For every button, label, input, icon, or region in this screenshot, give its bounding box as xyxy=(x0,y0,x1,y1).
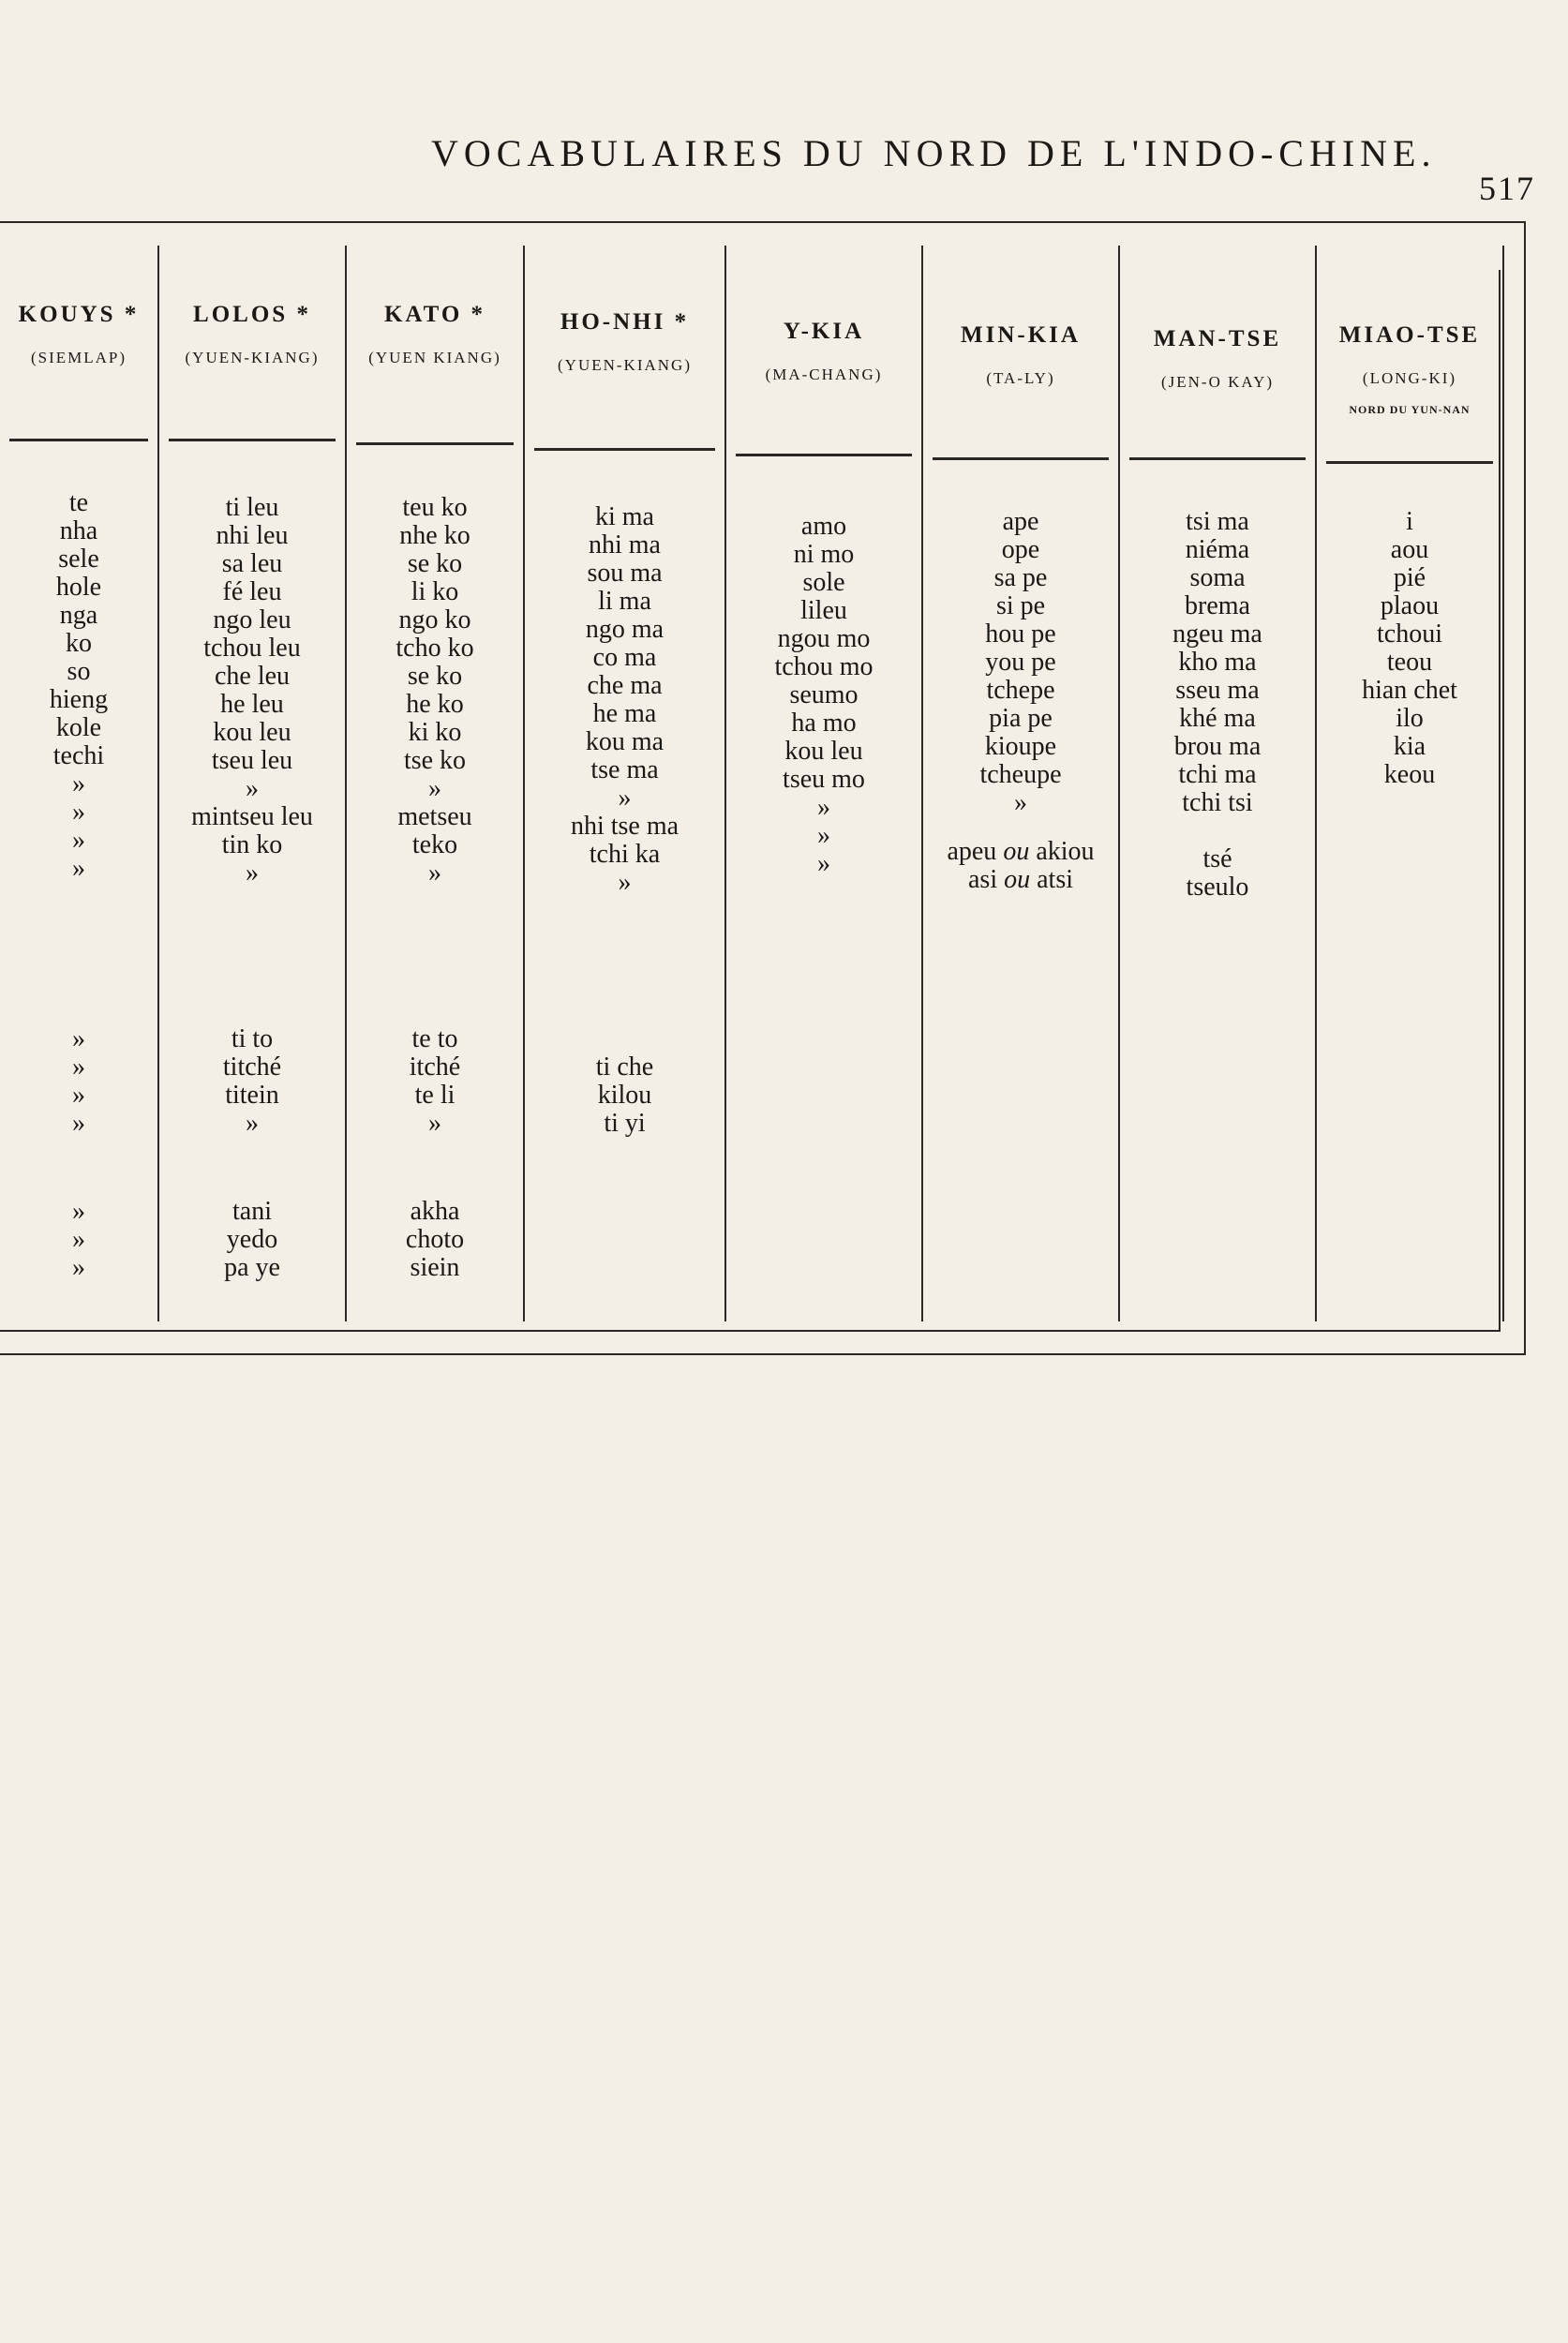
vocab-entry: ni mo xyxy=(793,540,855,569)
vocab-entry: ha mo xyxy=(791,709,857,738)
vocab-entry: li ma xyxy=(598,587,651,616)
language-name: HO-NHI * xyxy=(560,309,690,335)
vocab-entry: tse ma xyxy=(590,755,659,784)
vocab-entry: tchepe xyxy=(986,676,1055,705)
vocab-entry: sole xyxy=(802,568,845,597)
header-rule xyxy=(356,442,514,445)
language-name: LOLOS * xyxy=(193,302,311,327)
vocab-entry: tsé xyxy=(1202,844,1232,873)
vocab-entry: tchoui xyxy=(1377,619,1442,649)
vocab-entry: » xyxy=(817,849,830,878)
vocab-entry: ngo ma xyxy=(585,615,665,644)
vocab-entry: aou xyxy=(1390,535,1429,564)
language-column xyxy=(923,246,1120,1321)
vocab-entry: amo xyxy=(800,512,847,541)
vocab-entry: tani xyxy=(232,1197,272,1226)
vocab-entry: brema xyxy=(1185,591,1250,620)
vocab-entry: ko xyxy=(66,629,92,658)
vocab-entry: kilou xyxy=(597,1081,652,1110)
vocab-variant: akiou xyxy=(1036,837,1095,866)
language-place: (YUEN-KIANG) xyxy=(185,349,320,366)
vocab-entry: kole xyxy=(55,713,102,742)
vocab-entry: » xyxy=(618,868,632,897)
vocab-entry: ngo ko xyxy=(398,605,471,634)
header-rule xyxy=(9,439,148,441)
vocab-entry: se ko xyxy=(407,549,463,578)
language-name: MIAO-TSE xyxy=(1338,322,1481,348)
vocab-entry: kia xyxy=(1393,732,1426,761)
language-name: MIN-KIA xyxy=(961,322,1081,348)
vocab-entry: ki ko xyxy=(408,718,462,747)
vocab-entry: tse ko xyxy=(403,746,467,775)
vocab-entry: hole xyxy=(55,573,102,602)
vocab-entry: tsi ma xyxy=(1186,507,1249,536)
vocab-entry: mintseu leu xyxy=(191,802,313,831)
vocab-entry xyxy=(923,838,1118,866)
vocab-entry: sou ma xyxy=(587,559,663,588)
vocab-entry: siein xyxy=(410,1253,460,1282)
vocab-entry: soma xyxy=(1189,563,1246,592)
vocab-entry: » xyxy=(428,774,441,803)
vocab-entry: tseu leu xyxy=(211,746,293,775)
page-number: 517 xyxy=(1479,170,1535,207)
vocab-entry: » xyxy=(72,1225,85,1254)
vocab-entry: » xyxy=(817,821,830,850)
vocab-entry: » xyxy=(72,1024,85,1053)
vocab-entry: » xyxy=(72,1197,85,1226)
vocab-entry: » xyxy=(72,1109,85,1138)
vocab-entry: tchi ma xyxy=(1178,760,1257,789)
vocab-variant: asi xyxy=(968,865,998,894)
vocab-entry: tchi ka xyxy=(589,840,661,869)
vocab-entry: » xyxy=(72,1253,85,1282)
language-column xyxy=(347,246,525,1321)
vocab-entry: co ma xyxy=(592,643,657,672)
vocab-entry: » xyxy=(817,793,830,822)
vocab-entry: kou leu xyxy=(784,737,863,766)
vocab-entry: » xyxy=(72,826,85,855)
vocab-entry: nhe ko xyxy=(399,521,470,550)
vocab-entry: pa ye xyxy=(224,1253,280,1282)
vocab-entry: akha xyxy=(410,1197,460,1226)
vocab-entry: hian chet xyxy=(1362,676,1457,705)
vocab-entry: hieng xyxy=(49,685,109,714)
language-column xyxy=(1317,246,1504,1321)
header-rule xyxy=(933,457,1109,460)
vocab-conjunction: ou xyxy=(1003,837,1030,866)
vocab-entry: sele xyxy=(58,545,99,574)
vocab-entry: ti yi xyxy=(604,1109,646,1138)
vocab-entry: se ko xyxy=(407,662,463,691)
vocab-entry: » xyxy=(246,1109,259,1138)
language-place: (JEN-O KAY) xyxy=(1160,373,1275,391)
column-header xyxy=(1317,266,1502,417)
language-place: (SIEMLAP) xyxy=(30,349,127,366)
vocab-entry: te li xyxy=(414,1081,455,1110)
vocab-entry: kioupe xyxy=(984,732,1057,761)
vocab-entry: pia pe xyxy=(989,704,1053,733)
vocab-entry: nhi leu xyxy=(216,521,289,550)
language-column xyxy=(1120,246,1317,1321)
language-column xyxy=(0,246,159,1321)
vocab-entry: choto xyxy=(405,1225,465,1254)
vocab-entry: sseu ma xyxy=(1175,676,1260,705)
language-name: Y-KIA xyxy=(783,319,865,344)
vocab-entry: tchou leu xyxy=(203,634,301,663)
vocab-entry: » xyxy=(72,769,85,798)
language-place: (LONG-KI) xyxy=(1362,369,1457,387)
language-name: KOUYS * xyxy=(18,302,140,327)
vocab-entry: nga xyxy=(59,601,98,630)
column-header xyxy=(347,246,523,367)
vocab-entry: kho ma xyxy=(1178,648,1257,677)
vocab-entry: li ko xyxy=(411,577,459,606)
column-header xyxy=(525,253,724,375)
column-header xyxy=(923,266,1118,388)
language-place: (YUEN-KIANG) xyxy=(558,356,692,374)
vocab-entry: ngo leu xyxy=(213,605,291,634)
vocab-entry: plaou xyxy=(1380,591,1440,620)
vocab-entry: ngeu ma xyxy=(1172,619,1262,649)
vocab-entry: » xyxy=(72,798,85,827)
column-header xyxy=(0,246,157,367)
vocab-entry: teu ko xyxy=(402,493,468,522)
language-name: MAN-TSE xyxy=(1153,326,1282,351)
vocab-entry: pié xyxy=(1393,563,1426,592)
header-rule xyxy=(1326,461,1493,464)
vocab-entry: che leu xyxy=(214,662,291,691)
column-header xyxy=(726,262,921,384)
vocab-entry: ape xyxy=(1002,507,1039,536)
vocab-entry: titein xyxy=(225,1081,279,1110)
vocab-entry: tcheupe xyxy=(979,760,1062,789)
vocab-entry: » xyxy=(246,774,259,803)
vocab-entry: ilo xyxy=(1396,704,1424,733)
language-column xyxy=(525,246,726,1321)
header-rule xyxy=(736,454,912,456)
column-header xyxy=(1120,270,1315,392)
vocab-entry: i xyxy=(1406,507,1413,536)
vocab-entry: khé ma xyxy=(1179,704,1256,733)
vocab-entry: te to xyxy=(411,1024,458,1053)
vocab-entry: fé leu xyxy=(222,577,282,606)
vocab-entry: you pe xyxy=(985,648,1056,677)
vocab-entry: brou ma xyxy=(1173,732,1262,761)
vocab-entry: metseu xyxy=(397,802,472,831)
vocab-entry: » xyxy=(1014,788,1027,817)
language-note: NORD DU YUN-NAN xyxy=(1349,403,1471,416)
vocab-entry: ti che xyxy=(595,1052,654,1082)
vocab-entry: itché xyxy=(409,1052,461,1082)
vocab-entry: nhi ma xyxy=(589,530,661,560)
column-header xyxy=(159,246,345,367)
vocab-conjunction: ou xyxy=(1004,865,1031,894)
vocab-entry: sa pe xyxy=(993,563,1048,592)
vocab-entry: tin ko xyxy=(221,830,283,859)
vocab-entry: ti leu xyxy=(225,493,279,522)
vocab-entry: » xyxy=(428,858,441,888)
vocab-entry: seumo xyxy=(789,680,859,709)
vocab-entry: yedo xyxy=(226,1225,278,1254)
vocab-entry: tcho ko xyxy=(396,634,474,663)
vocab-entry: sa leu xyxy=(221,549,283,578)
vocab-entry: si pe xyxy=(995,591,1046,620)
vocab-entry: so xyxy=(67,657,91,686)
running-head: VOCABULAIRES DU NORD DE L'INDO-CHINE. xyxy=(431,132,1437,174)
vocab-entry: keou xyxy=(1383,760,1436,789)
vocab-entry: tchi tsi xyxy=(1182,788,1253,817)
vocab-entry: nhi tse ma xyxy=(570,812,679,841)
vocab-entry: hou pe xyxy=(985,619,1056,649)
vocab-entry: he leu xyxy=(220,690,284,719)
vocab-entry xyxy=(923,866,1118,894)
vocab-entry: teko xyxy=(411,830,458,859)
vocab-entry: lileu xyxy=(800,596,847,625)
vocab-entry: he ma xyxy=(592,699,657,728)
vocab-entry: » xyxy=(72,1052,85,1082)
vocab-entry: kou ma xyxy=(585,727,665,756)
vocab-entry: te xyxy=(68,488,89,517)
vocab-entry: » xyxy=(618,783,632,813)
vocab-entry: kou leu xyxy=(213,718,291,747)
header-rule xyxy=(169,439,336,441)
language-place: (TA-LY) xyxy=(986,369,1055,387)
vocab-entry: ngou mo xyxy=(777,624,871,653)
vocab-entry: tseulo xyxy=(1186,873,1249,902)
vocab-entry: teou xyxy=(1386,648,1433,677)
vocab-entry: techi xyxy=(52,741,105,770)
vocab-variant: atsi xyxy=(1037,865,1073,894)
language-column xyxy=(726,246,923,1321)
language-column xyxy=(159,246,347,1321)
vocab-entry: tseu mo xyxy=(783,765,865,794)
vocab-entry: ki ma xyxy=(595,502,654,531)
language-place: (MA-CHANG) xyxy=(765,366,883,383)
vocab-entry: » xyxy=(246,858,259,888)
vocab-entry: he ko xyxy=(406,690,464,719)
vocab-entry: » xyxy=(72,854,85,883)
header-rule xyxy=(534,448,715,451)
vocab-entry: niéma xyxy=(1185,535,1250,564)
vocab-entry: titché xyxy=(222,1052,282,1082)
vocab-entry: che ma xyxy=(587,671,663,700)
header-rule xyxy=(1129,457,1306,460)
vocab-entry: nha xyxy=(59,516,98,545)
vocab-entry: ope xyxy=(1001,535,1040,564)
vocab-entry: tchou mo xyxy=(774,652,874,681)
vocab-entry: » xyxy=(72,1081,85,1110)
language-place: (YUEN KIANG) xyxy=(368,349,501,366)
vocab-variant: apeu xyxy=(947,837,997,866)
vocab-entry: ti to xyxy=(231,1024,274,1053)
language-name: KATO * xyxy=(383,302,486,327)
vocab-entry: » xyxy=(428,1109,441,1138)
